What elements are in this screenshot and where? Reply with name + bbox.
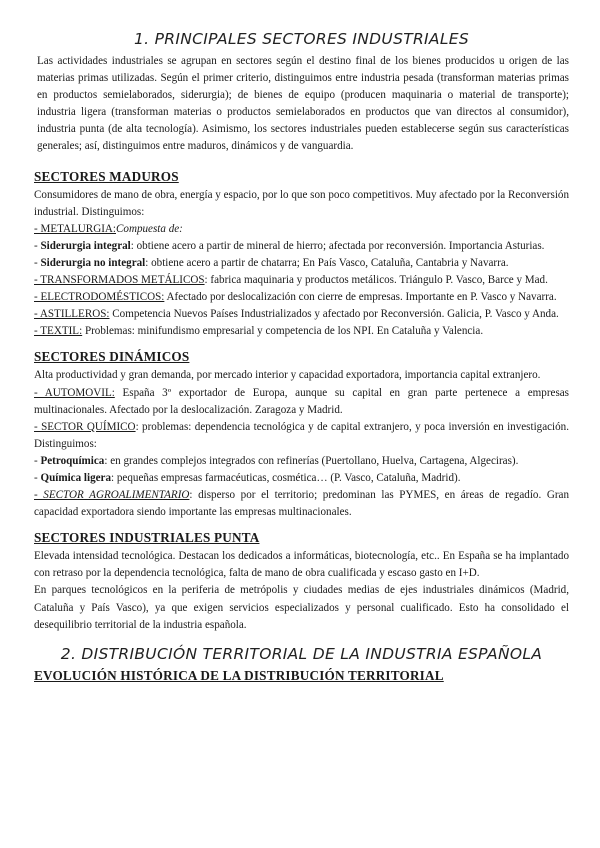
item-sector-quimico: - SECTOR QUÍMICO: problemas: dependencia tecnológica y de capital extranjero, y poca inversión en investigación. Distinguimos: <box>34 420 570 450</box>
item-transformados: - TRANSFORMADOS METÁLICOS: fabrica maquinaria y productos metálicos. Triángulo P. Vasco, Barce y Mad. <box>34 274 548 287</box>
heading-sectores-dinamicos: SECTORES DINÁMICOS <box>34 349 190 365</box>
label-textil: - TEXTIL: <box>34 325 83 338</box>
item-automovil: - AUTOMOVIL: España 3º exportador de Europa, aunque su capital en gran parte pertenece a empresas multinacionales. Afectado por la deslocalización. Zaragoza y Madrid. <box>34 386 570 416</box>
dinamicos-intro: Alta productividad y gran demanda, por mercado interior y capacidad exportadora, importancia capital extranjero. <box>34 369 541 382</box>
label-siderurgia-no-integral: Siderurgia no integral <box>40 256 146 269</box>
maduros-intro: Consumidores de mano de obra, energía y espacio, por lo que son poco competitivos. Muy afectado por la Reconversión industrial. Distinguimos: <box>34 188 569 218</box>
label-metalurgia: - METALURGIA: <box>34 222 116 235</box>
label-transformados: - TRANSFORMADOS METÁLICOS <box>34 274 205 287</box>
section-title-2: 2. DISTRIBUCIÓN TERRITORIAL DE LA INDUSTRIA ESPAÑOLA <box>60 644 543 663</box>
label-agroalimentario: - SECTOR AGROALIMENTARIO <box>34 489 190 502</box>
label-astilleros: - ASTILLEROS: <box>34 308 110 321</box>
section-title-1: 1. PRINCIPALES SECTORES INDUSTRIALES <box>134 30 469 48</box>
heading-sectores-maduros: SECTORES MADUROS <box>34 168 179 184</box>
label-sector-quimico: - SECTOR QUÍMICO <box>34 420 136 433</box>
punta-paragraph-1: Elevada intensidad tecnológica. Destacan los dedicados a informáticas, biotecnología, etc.. En España se ha implantado con retraso por la dependencia tecnológica, falta de mano de obra cualificada y escaso gasto en I+D. <box>34 550 569 580</box>
item-metalurgia: - METALURGIA:Compuesta de: <box>34 222 183 235</box>
item-siderurgia-no-integral: - Siderurgia no integral: obtiene acero a partir de chatarra; En País Vasco, Cataluña, Cantabria y Navarra. <box>34 256 509 269</box>
item-agroalimentario: - SECTOR AGROALIMENTARIO: disperso por el territorio; predominan las PYMES, en áreas de regadío. Gran capacidad exportadora siendo importante las empresas multinacionales. <box>34 489 569 519</box>
label-petroquimica: Petroquímica <box>40 454 105 467</box>
item-electrodomesticos: - ELECTRODOMÉSTICOS: Afectado por deslocalización con cierre de empresas. Importante en P. Vasco y Navarra. <box>34 291 557 304</box>
punta-paragraph-2: En parques tecnológicos en la periferia de metrópolis y ciudades medias de ejes industriales dinámicos (Madrid, Cataluña y País Vasco), ya que exigen servicios especializados y personal cualificado. Esto ha consolidado el desequilibrio territorial de la industria española. <box>34 584 569 631</box>
item-petroquimica: - Petroquímica: en grandes complejos integrados con refinerías (Puertollano, Huelva, Cartagena, Algeciras). <box>34 454 519 467</box>
subtitle-evolucion-historica: EVOLUCIÓN HISTÓRICA DE LA DISTRIBUCIÓN TERRITORIAL <box>34 667 444 683</box>
label-electrodomesticos: - ELECTRODOMÉSTICOS: <box>34 291 165 304</box>
item-textil: - TEXTIL: Problemas: minifundismo empresarial y competencia de los NPI. En Cataluña y Valencia. <box>34 325 484 338</box>
heading-sectores-punta: SECTORES INDUSTRIALES PUNTA <box>34 530 260 546</box>
label-siderurgia-integral: Siderurgia integral <box>40 239 131 252</box>
intro-paragraph: Las actividades industriales se agrupan en sectores según el destino final de los bienes producidos u origen de las materias primas utilizadas. Según el primer criterio, distinguimos entre industria pesada (transforman materias primas en productos semielaborados, siderurgia); de bienes de equipo (producen maquinaria o material de transporte); industria ligera (transforman materias o productos semielaborados en productos que van directos al consumidor), industria punta (de alta tecnología). Asimismo, los sectores industriales pueden establecerse según sus características generales; así, distinguimos entre maduros, dinámicos y de vanguardia. <box>37 55 569 153</box>
item-astilleros: - ASTILLEROS: Competencia Nuevos Países Industrializados y afectado por Reconversión. Galicia, P. Vasco y Anda. <box>34 308 559 321</box>
item-siderurgia-integral: - Siderurgia integral: obtiene acero a partir de mineral de hierro; afectada por reconversión. Importancia Asturias. <box>34 239 545 252</box>
label-quimica-ligera: Química ligera <box>40 471 112 484</box>
label-automovil: - AUTOMOVIL: <box>34 386 115 399</box>
item-quimica-ligera: - Química ligera: pequeñas empresas farmacéuticas, cosmética… (P. Vasco, Cataluña, Madrid). <box>34 471 461 484</box>
